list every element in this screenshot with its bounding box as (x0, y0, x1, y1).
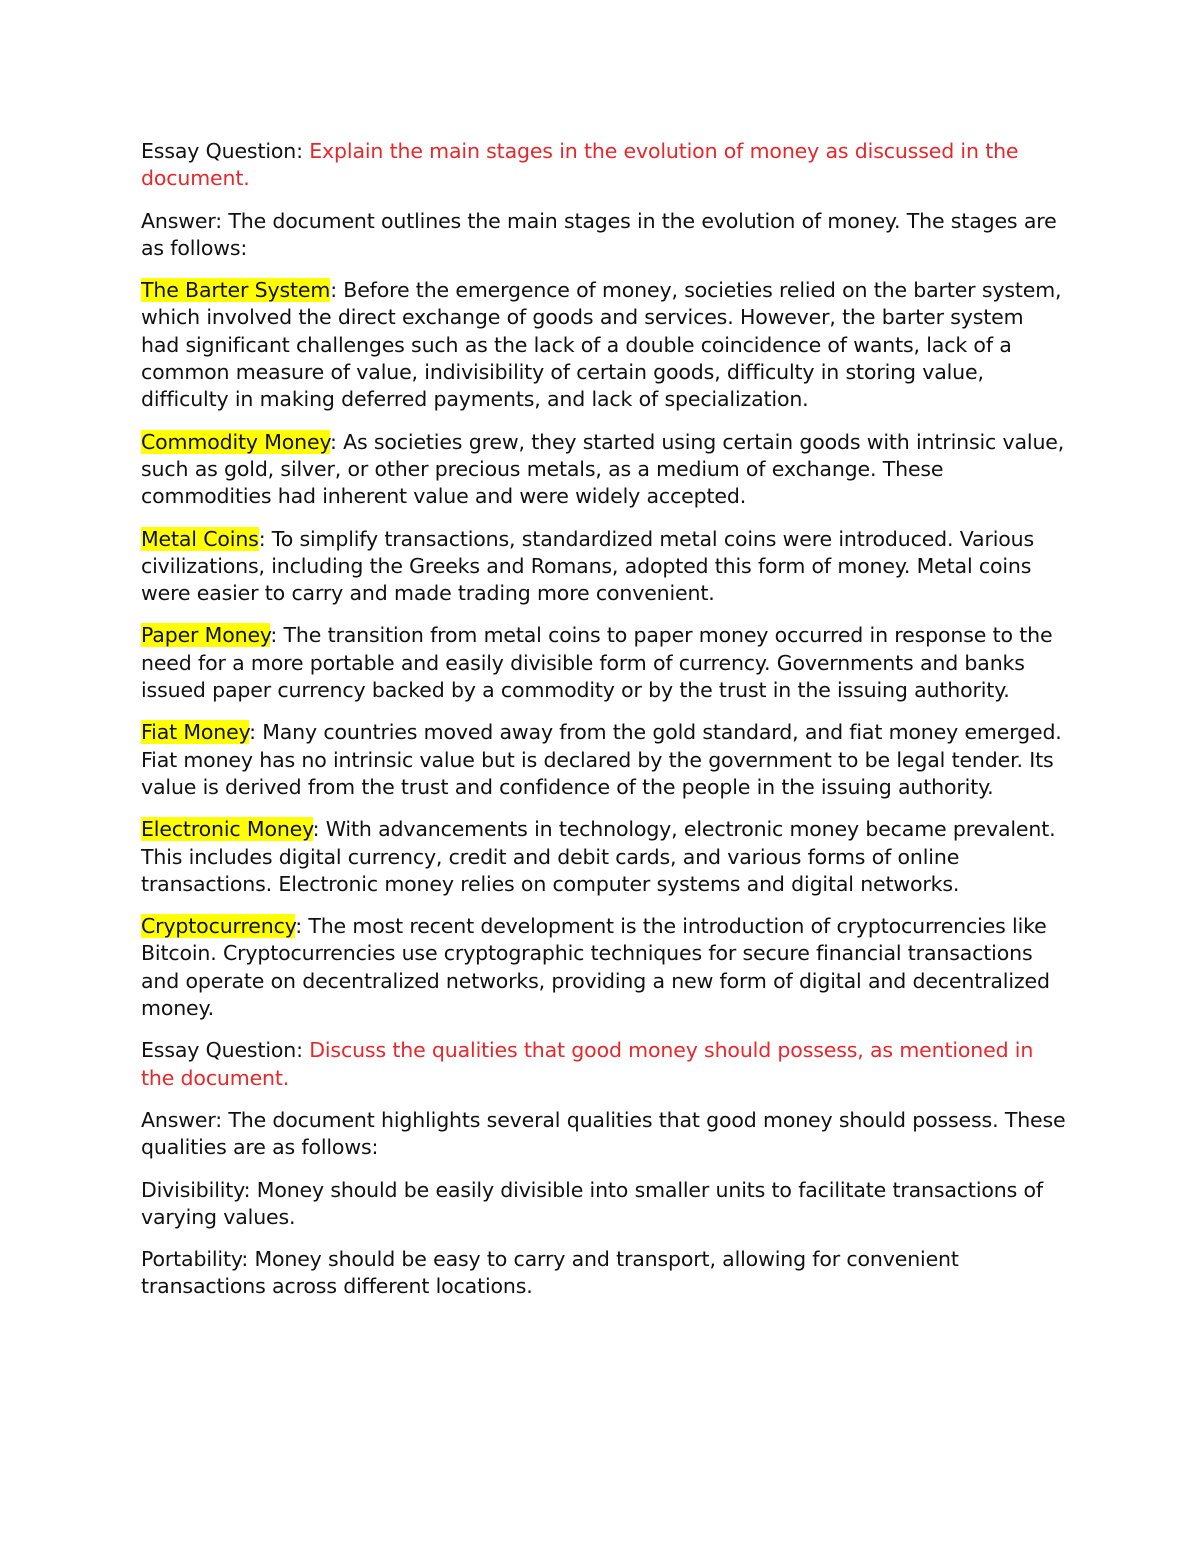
stage-term-highlight: Electronic Money (141, 817, 313, 842)
stage-description: : Many countries moved away from the gold standard, and fiat money emerged. Fiat money has no intrinsic value but is declared by the government to be legal tender. Its value is derived from the trust and confidence of the people in the issuing authority. (141, 720, 1062, 799)
stage-term-highlight: Paper Money (141, 623, 271, 648)
essay-question-2 (141, 1037, 1066, 1092)
stage-term-highlight: Metal Coins (141, 526, 259, 551)
stage-paper-money (141, 622, 1066, 704)
stage-description: : The most recent development is the introduction of cryptocurrencies like Bitcoin. Cryptocurrencies use cryptographic techniques for secure financial transactions and operate on decentralized networks, providing a new form of digital and decentralized money. (141, 914, 1050, 1021)
stage-description: : With advancements in technology, electronic money became prevalent. This includes digital currency, credit and debit cards, and various forms of online transactions. Electronic money relies on computer systems and digital networks. (141, 817, 1056, 896)
essay-question-text: Discuss the qualities that good money should possess, as mentioned in the document. (141, 1038, 1034, 1090)
stage-term-highlight: The Barter System (141, 278, 331, 303)
document-page (141, 138, 1066, 1316)
stage-description: : The transition from metal coins to paper money occurred in response to the need for a more portable and easily divisible form of currency. Governments and banks issued paper currency backed by a commodity or by the trust in the issuing authority. (141, 623, 1053, 703)
stage-commodity-money (141, 429, 1066, 511)
stage-metal-coins (141, 526, 1066, 608)
stage-term-highlight: Fiat Money (141, 720, 250, 745)
stage-electronic-money (141, 816, 1066, 898)
stage-description: : Before the emergence of money, societies relied on the barter system, which involved the direct exchange of goods and services. However, the barter system had significant challenges such as the lack of a double coincidence of wants, lack of a common measure of value, indivisibility of certain goods, difficulty in storing value, difficulty in making deferred payments, and lack of specialization. (141, 278, 1062, 412)
essay-question-label: Essay Question: (141, 139, 303, 163)
stage-cryptocurrency (141, 913, 1066, 1022)
quality-portability: Portability: Money should be easy to carry and transport, allowing for convenient transactions across different locations. (141, 1247, 959, 1299)
stage-description: : To simplify transactions, standardized metal coins were introduced. Various civilizations, including the Greeks and Romans, adopted this form of money. Metal coins were easier to carry and made trading more convenient. (141, 526, 1035, 606)
stage-term-highlight: Cryptocurrency (141, 914, 296, 939)
essay-question-label: Essay Question: (141, 1038, 303, 1063)
stage-term-highlight: Commodity Money (141, 429, 330, 454)
answer-2-intro: Answer: The document highlights several qualities that good money should possess. These qualities are as follows: (141, 1107, 1066, 1160)
stage-barter-system (141, 277, 1066, 413)
quality-divisibility: Divisibility: Money should be easily divisible into smaller units to facilitate transactions of varying values. (141, 1177, 1043, 1229)
stage-fiat-money (141, 719, 1066, 801)
essay-question-1 (141, 138, 1066, 193)
answer-1-intro: Answer: The document outlines the main stages in the evolution of money. The stages are as follows: (141, 208, 1057, 260)
essay-question-text: Explain the main stages in the evolution of money as discussed in the document. (141, 139, 1019, 191)
stage-description: : As societies grew, they started using certain goods with intrinsic value, such as gold, silver, or other precious metals, as a medium of exchange. These commodities had inherent value and were widely accepted. (141, 429, 1065, 509)
